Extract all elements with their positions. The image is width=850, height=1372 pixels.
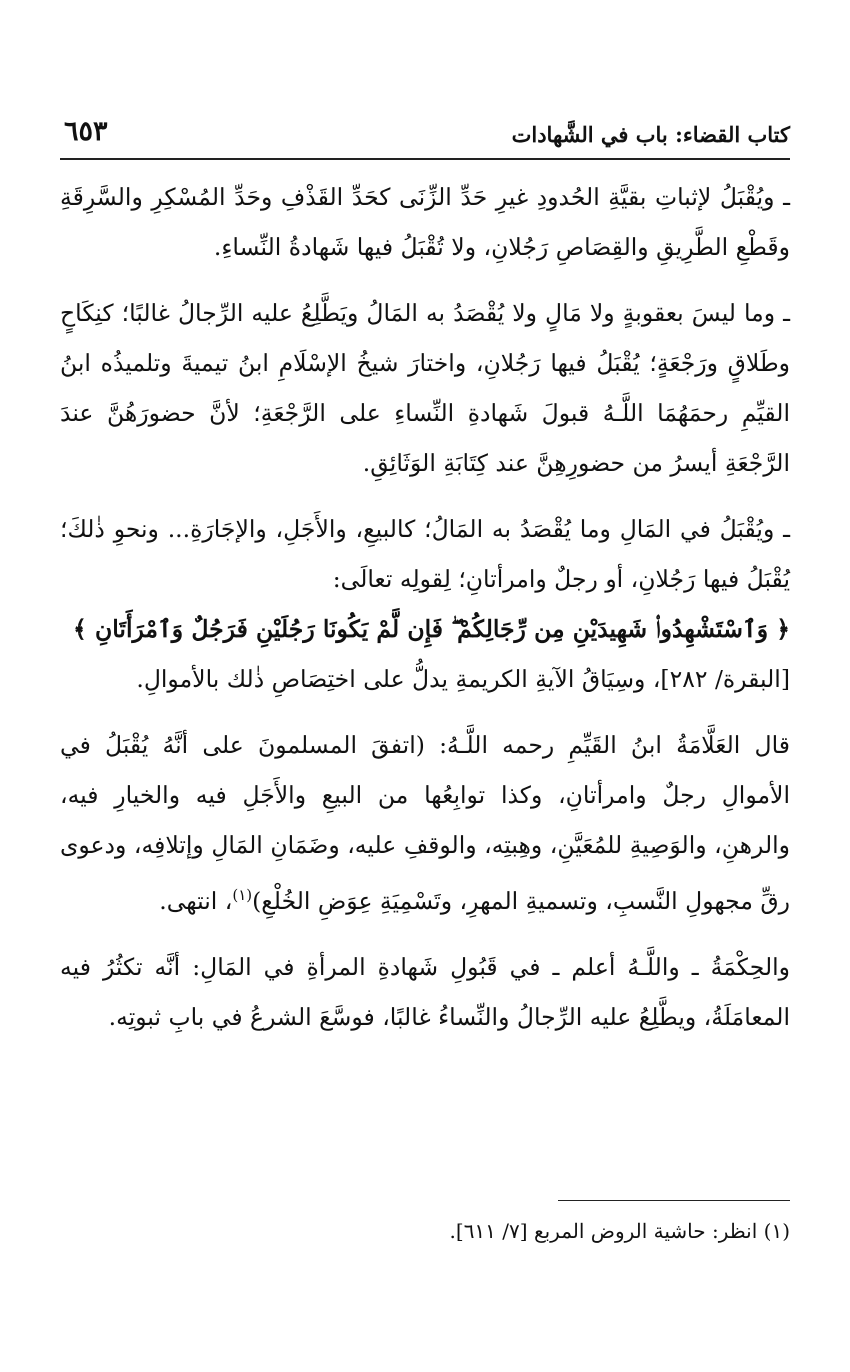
page-number: ٦٥٣ xyxy=(64,116,108,147)
running-title: كتاب القضاء: باب في الشَّهادات xyxy=(511,122,790,147)
paragraph-mal xyxy=(60,504,790,704)
paragraph-hudud: ـ ويُقْبَلُ لإثباتِ بقيَّةِ الحُدودِ غيرِ حَدِّ الزِّنَى كحَدِّ القَذْفِ وحَدِّ المُسْكِرِ والسَّرِقَةِ وقَطْعِ الطَّرِيقِ والقِصَاصِ رَجُلانِ، ولا تُقْبَلُ فيها شَهادةُ النِّساءِ. xyxy=(60,183,790,261)
page-header xyxy=(60,118,790,160)
page-body xyxy=(60,172,790,1058)
footnote-separator xyxy=(558,1200,790,1201)
paragraph-ibn-qayyim-quote xyxy=(60,720,790,926)
footnote: (١) انظر: حاشية الروض المربع [٧/ ٦١١]. xyxy=(449,1219,790,1243)
paragraph-hikmah: والحِكْمَةُ ـ واللَّـهُ أعلم ـ في قَبُولِ شَهادةِ المرأةِ في المَالِ: أنَّه تكثُرُ فيه المعامَلَةُ، ويطَّلِعُ عليه الرِّجالُ والنِّساءُ غالبًا، فوسَّعَ الشرعُ في بابِ ثبوتِه. xyxy=(60,952,790,1031)
paragraph-mal-intro: ـ ويُقْبَلُ في المَالِ وما يُقْصَدُ به المَالُ؛ كالبيعِ، والأَجَلِ، والإجَارَةِ... ونحوِ ذٰلكَ؛ يُقْبَلُ فيها رَجُلانِ، أو رجلٌ وامرأتانِ؛ لِقولِه تعالَى: xyxy=(60,515,790,593)
quote-text: قال العَلَّامَةُ ابنُ القَيِّمِ رحمه اللَّـهُ: (اتفقَ المسلمونَ على أنَّهُ يُقْبَلُ في الأموالِ رجلٌ وامرأتانِ، وكذا توابِعُها من البيعِ والأَجَلِ فيه والخيارِ فيه، والرهنِ، والوَصِيةِ للمُعَيَّنِ، وهِبتِه، والوقفِ عليه، وضَمَانِ المَالِ وإتلافِه، ودعوى رقِّ مجهولِ النَّسبِ، وتسميةِ المهرِ، وتَسْمِيَةِ عِوَضِ الخُلْعِ) xyxy=(60,731,790,915)
footnote-ref: (١) xyxy=(232,886,253,904)
quote-end: ، انتهى. xyxy=(159,886,233,915)
verse-citation: [البقرة/ ٢٨٢]، وسِيَاقُ الآيةِ الكريمةِ يدلُّ على اختِصَاصِ ذٰلك بالأموالِ. xyxy=(136,665,790,693)
quran-verse: ﴿ وَٱسْتَشْهِدُوا۟ شَهِيدَيْنِ مِن رِّجَالِكُمْ ۖ فَإِن لَّمْ يَكُونَا رَجُلَيْنِ فَرَجُلٌ وَٱمْرَأَتَانِ ﴾ xyxy=(73,615,790,643)
paragraph-nikah: ـ وما ليسَ بعقوبةٍ ولا مَالٍ ولا يُقْصَدُ به المَالُ ويَطَّلِعُ عليه الرِّجالُ غالبًا؛ كنِكَاحٍ وطَلاقٍ ورَجْعَةٍ؛ يُقْبَلُ فيها رَجُلانِ، واختارَ شيخُ الإسْلَامِ ابنُ تيميةَ وتلميذُه ابنُ القيِّمِ رحمَهُمَا اللَّـهُ قبولَ شَهادةِ النِّساءِ على الرَّجْعَةِ؛ لأنَّ حضورَهُنَّ عندَ الرَّجْعَةِ أيسرُ من حضورِهِنَّ عند كِتَابَةِ الوَثَائِقِ. xyxy=(60,299,790,477)
